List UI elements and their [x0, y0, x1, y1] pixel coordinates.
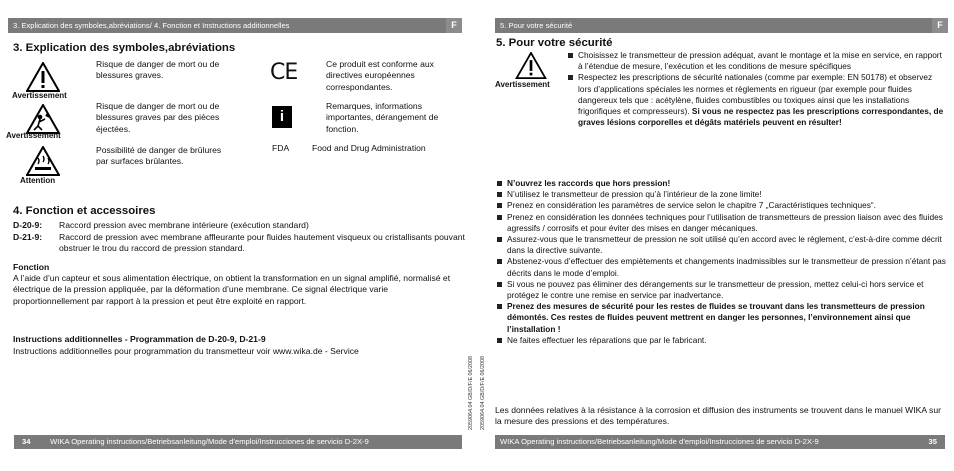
list-item-text: N’ouvrez les raccords que hors pression! [507, 178, 671, 188]
section5-title: 5. Pour votre sécurité [496, 37, 613, 49]
symbol1-label: Avertissement [12, 91, 67, 100]
list-item-text: Prenez en considération les données techniques pour l’utilisation de transmetteurs de pression liaison avec des fluides agressifs / corrosifs et pour éviter des mises en danger mécaniques. [507, 211, 943, 233]
fonction-text: A l’aide d’un capteur et sous alimentation électrique, on obtient la transformation en un signal amplifié, normalisé et électrique de la pression appliquée, par la déformation d’une membrane. Ce signal électrique varie proportionnellement par rapport à la pression et peut être exploité en rapport. [13, 273, 451, 306]
d219-code: D-21-9: [13, 232, 43, 242]
left-footer [14, 435, 462, 449]
list-item-text: Ne faites effectuer les réparations que par le fabricant. [507, 334, 707, 345]
d209-text: Raccord pression avec membrane intérieure (exécution standard) [59, 220, 309, 230]
list-item [496, 301, 947, 335]
list-item-text: Si vous ne pouvez pas éliminer des dérangements sur le transmetteur de pression, mettez celui-ci hors service et protégez le contre une remise en service par inadvertance. [507, 278, 924, 301]
list-item [496, 256, 947, 278]
right-header [495, 18, 948, 33]
instructions-text: Instructions additionnelles pour programmation du transmetteur voir www.wika.de - Service [13, 346, 359, 356]
symbol3-label: Attention [20, 176, 56, 185]
section3-title: 3. Explication des symboles,abréviations [13, 42, 236, 54]
hot-surface-warning-icon [26, 146, 60, 176]
closing-text: Les données relatives à la résistance à la corrosion et diffusion des instruments se trouvent dans le manuel WIKA sur la mesure des pressions et des températures. [495, 405, 941, 427]
d219-text: Raccord de pression avec membrane affleurante pour fluides hautement visqueux ou cristallisants pouvant obstruer le trou du raccord de pression standard. [59, 232, 465, 254]
ejected-parts-warning-icon [26, 104, 60, 134]
d209-code: D-20-9: [13, 220, 43, 230]
left-footer-text: WIKA Operating instructions/Betriebsanleitung/Mode d’emploi/Instrucciones de servicio D-2X-9 [50, 437, 369, 446]
ce-text: Ce produit est conforme aux directives européennes correspondantes. [326, 59, 434, 92]
symbol2-text: Risque de danger de mort ou de blessures graves par des pièces éjectées. [96, 101, 220, 134]
right-vertical-code: 2059064.04 GB/D/F/E 06/2008 [480, 355, 486, 430]
list-item [496, 212, 947, 234]
list-item-text: Choisissez le transmetteur de pression adéquat, avant le montage et la mise en service, en rapport à l’étendue de mesure, l’exécution et les conditions de mesure spécifiques [578, 50, 942, 72]
list-item [496, 279, 947, 301]
right-header-letter: F [932, 18, 948, 33]
left-page-number: 34 [22, 437, 31, 446]
warning-triangle-icon [26, 62, 60, 92]
right-header-text: 5. Pour votre sécurité [500, 21, 573, 30]
list-item-text: Abstenez-vous d’effectuer des empiètements et changements inadmissibles sur le transmetteur de pression n’étant pas décrits dans le mode d’emploi. [507, 256, 946, 278]
list-item-text: Respectez les prescriptions de sécurité nationales (comme par exemple: EN 50178) et observez lors d’applications spéciales les normes et règlements en rigueur (par exemple pour fluides dangereux tels que : acétylène, fluides combustibles ou toxiques ainsi que les installations frigorifiques et compresseurs). [578, 72, 933, 117]
d219-row [13, 232, 465, 255]
instructions-heading: Instructions additionnelles - Programmation de D-20-9, D-21-9 [13, 334, 266, 344]
list-item [496, 200, 947, 211]
ce-mark-icon: CE [270, 60, 298, 85]
list-item-bold-text: Si vous ne respectez pas les prescriptions correspondantes, de graves lésions corporelles et dégâts matériels peuvent en résulter! [578, 106, 944, 128]
list-item-text: N’utilisez le transmetteur de pression qu’à l’intérieur de la zone limite! [507, 189, 762, 200]
info-icon [272, 106, 292, 128]
list-item [496, 178, 947, 189]
right-page [477, 0, 954, 471]
list-item [567, 50, 947, 72]
left-header [8, 18, 462, 33]
symbol1-text: Risque de danger de mort ou de blessures graves. [96, 59, 220, 81]
list-item-text: Prenez en considération les paramètres de service selon le chapitre 7 „Caractéristiques techniques“. [507, 200, 876, 211]
list-item [496, 335, 947, 346]
safety-list [496, 178, 947, 346]
fda-label: FDA [272, 143, 290, 153]
fda-text: Food and Drug Administration [312, 143, 426, 153]
d209-row [13, 220, 465, 231]
left-header-letter: F [446, 18, 462, 33]
info-icon-glyph: i [279, 108, 285, 125]
warning-label: Avertissement [495, 80, 550, 89]
left-header-text: 3. Explication des symboles,abréviations/ 4. Fonction et Instructions additionnelles [13, 21, 290, 30]
list-item-text: Prenez des mesures de sécurité pour les restes de fluides se trouvant dans les transmetteurs de pression démontés. Ces restes de fluides peuvent mettrent en danger les personnes, l’environnement ainsi que l’installation ! [507, 301, 925, 334]
list-item [496, 189, 947, 200]
right-footer-text: WIKA Operating instructions/Betriebsanleitung/Mode d’emploi/Instrucciones de servicio D-2X-9 [500, 437, 819, 446]
fonction-heading: Fonction [13, 262, 50, 272]
symbol2-label: Avertissement [6, 131, 61, 140]
list-item [567, 72, 947, 128]
right-page-number: 35 [928, 437, 937, 446]
list-item [496, 234, 947, 256]
left-vertical-code: 2059064.04 GB/D/F/E 06/2008 [468, 355, 474, 430]
symbol3-text: Possibilité de danger de brûlures par surfaces brûlantes. [96, 145, 222, 167]
list-item-text: Assurez-vous que le transmetteur de pression ne soit utilisé qu’en accord avec le règlement, c’est-à-dire comme décrit dans la directive suivante. [507, 234, 942, 256]
section4-title: 4. Fonction et accessoires [13, 205, 156, 217]
info-text: Remarques, informations importantes, dérangement de fonction. [326, 101, 439, 134]
right-footer [495, 435, 945, 449]
warning-list [567, 50, 947, 128]
warning-triangle-icon [515, 52, 547, 79]
